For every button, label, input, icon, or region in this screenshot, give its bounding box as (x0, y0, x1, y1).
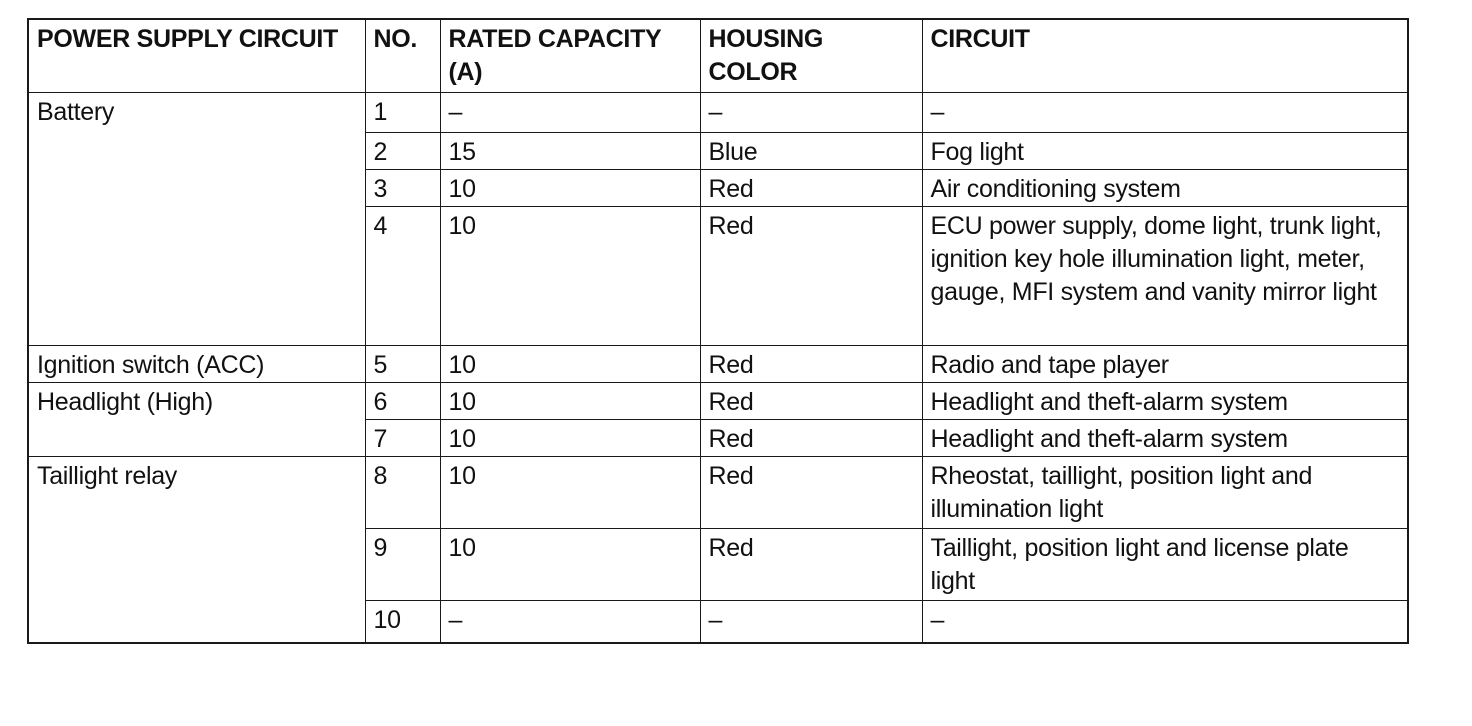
fuse-number: 9 (365, 528, 440, 600)
housing-color: Red (700, 456, 922, 528)
fuse-number: 7 (365, 419, 440, 456)
housing-color: Blue (700, 132, 922, 169)
header-row (28, 19, 1408, 92)
fuse-number: 3 (365, 169, 440, 206)
header-housing-color: HOUSING COLOR (700, 19, 922, 92)
fuse-number: 6 (365, 382, 440, 419)
table-row (28, 456, 1408, 528)
fuse-number: 5 (365, 345, 440, 382)
circuit-description: Fog light (922, 132, 1408, 169)
rated-capacity: 10 (440, 456, 700, 528)
rated-capacity: – (440, 600, 700, 643)
table-row (28, 345, 1408, 382)
power-supply-group: Headlight (High) (28, 382, 365, 456)
header-power-supply-circuit: POWER SUPPLY CIRCUIT (28, 19, 365, 92)
rated-capacity: 10 (440, 345, 700, 382)
housing-color: Red (700, 382, 922, 419)
rated-capacity: 10 (440, 528, 700, 600)
fuse-table (27, 18, 1409, 644)
housing-color: Red (700, 206, 922, 345)
circuit-description: ECU power supply, dome light, trunk light, ignition key hole illumination light, meter, gauge, MFI system and vanity mirror light (922, 206, 1408, 345)
housing-color: – (700, 600, 922, 643)
rated-capacity: 15 (440, 132, 700, 169)
housing-color: Red (700, 345, 922, 382)
fuse-number: 10 (365, 600, 440, 643)
circuit-description: Headlight and theft-alarm system (922, 382, 1408, 419)
header-no: NO. (365, 19, 440, 92)
circuit-description: Rheostat, taillight, position light and illumination light (922, 456, 1408, 528)
header-rated-capacity: RATED CAPACITY (A) (440, 19, 700, 92)
rated-capacity: 10 (440, 382, 700, 419)
rated-capacity: – (440, 92, 700, 132)
housing-color: Red (700, 419, 922, 456)
power-supply-group: Taillight relay (28, 456, 365, 643)
table-row (28, 92, 1408, 132)
housing-color: Red (700, 169, 922, 206)
table-row (28, 382, 1408, 419)
housing-color: Red (700, 528, 922, 600)
rated-capacity: 10 (440, 419, 700, 456)
circuit-description: – (922, 600, 1408, 643)
fuse-number: 4 (365, 206, 440, 345)
fuse-number: 8 (365, 456, 440, 528)
power-supply-group: Battery (28, 92, 365, 345)
fuse-table-container (27, 18, 1409, 644)
circuit-description: Air conditioning system (922, 169, 1408, 206)
circuit-description: Taillight, position light and license plate light (922, 528, 1408, 600)
rated-capacity: 10 (440, 206, 700, 345)
fuse-number: 2 (365, 132, 440, 169)
rated-capacity: 10 (440, 169, 700, 206)
power-supply-group: Ignition switch (ACC) (28, 345, 365, 382)
circuit-description: – (922, 92, 1408, 132)
circuit-description: Radio and tape player (922, 345, 1408, 382)
housing-color: – (700, 92, 922, 132)
circuit-description: Headlight and theft-alarm system (922, 419, 1408, 456)
header-circuit: CIRCUIT (922, 19, 1408, 92)
fuse-number: 1 (365, 92, 440, 132)
